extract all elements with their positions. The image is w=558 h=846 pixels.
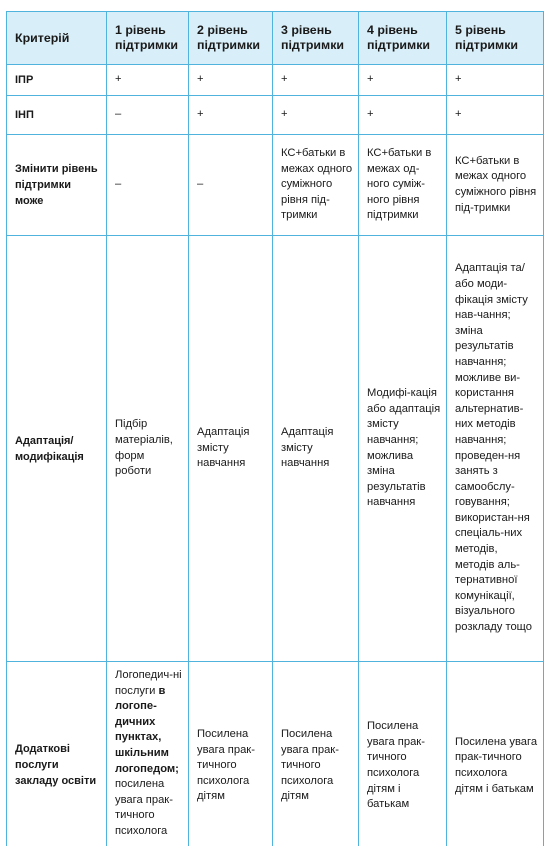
- cell-change-level-2: –: [189, 135, 273, 236]
- cell-adaptation-level-1: Підбір матеріалів, форм роботи: [107, 236, 189, 662]
- extra-level-1-text-c: посилена увага прак-тичного психолога: [115, 778, 173, 837]
- row-label-adaptation: Адаптація/ модифікація: [7, 236, 107, 662]
- cell-extra-level-5: Посилена увага прак-тичного психолога дітям і батькам: [447, 662, 544, 846]
- cell-ipr-level-3: +: [273, 65, 359, 96]
- cell-adaptation-level-4: Модифі-кація або адаптація змісту навчання; можлива зміна результатів навчання: [359, 236, 447, 662]
- cell-adaptation-level-5: Адаптація та/або моди-фікація змісту нав-чання; зміна результатів навчання; можливе ви-користання альтернатив-них методів навчання; проведен-ня занять з самообслу-говування; використан-ня спеціаль-них методів, методів аль-тернативної комунікації, візуального розкладу тощо: [447, 236, 544, 662]
- cell-ipr-level-5: +: [447, 65, 544, 96]
- header-level-5: 5 рівень підтримки: [447, 12, 544, 65]
- row-label-extra-services: Додаткові послуги закладу освіти: [7, 662, 107, 846]
- header-level-4: 4 рівень підтримки: [359, 12, 447, 65]
- header-level-1: 1 рівень підтримки: [107, 12, 189, 65]
- cell-change-level-3: КС+батьки в межах одного суміжного рівня під-тримки: [273, 135, 359, 236]
- table-row-ipr: [7, 65, 544, 96]
- table-header-row: [7, 12, 544, 65]
- cell-change-level-5: КС+батьки в межах одного суміжного рівня під-тримки: [447, 135, 544, 236]
- cell-change-level-1: –: [107, 135, 189, 236]
- cell-inp-level-2: +: [189, 96, 273, 135]
- cell-inp-level-4: +: [359, 96, 447, 135]
- cell-adaptation-level-2: Адаптація змісту навчання: [189, 236, 273, 662]
- table-row-change-level: [7, 135, 544, 236]
- support-levels-table: [6, 11, 544, 846]
- table-row-adaptation: [7, 236, 544, 662]
- cell-ipr-level-2: +: [189, 65, 273, 96]
- row-label-change-level: Змінити рівень підтримки може: [7, 135, 107, 236]
- table-row-extra-services: [7, 662, 544, 846]
- row-label-inp: ІНП: [7, 96, 107, 135]
- table-row-inp: [7, 96, 544, 135]
- row-label-ipr: ІПР: [7, 65, 107, 96]
- cell-extra-level-2: Посилена увага прак-тичного психолога дітям: [189, 662, 273, 846]
- cell-extra-level-4: Посилена увага прак-тичного психолога дітям і батькам: [359, 662, 447, 846]
- cell-inp-level-1: –: [107, 96, 189, 135]
- cell-ipr-level-4: +: [359, 65, 447, 96]
- header-criteria: Критерій: [7, 12, 107, 65]
- cell-inp-level-5: +: [447, 96, 544, 135]
- header-level-2: 2 рівень підтримки: [189, 12, 273, 65]
- cell-extra-level-1: [107, 662, 189, 846]
- cell-extra-level-3: Посилена увага прак-тичного психолога дітям: [273, 662, 359, 846]
- extra-level-1-text-a: Логопедич-ні послуги: [115, 669, 182, 697]
- header-level-3: 3 рівень підтримки: [273, 12, 359, 65]
- cell-change-level-4: КС+батьки в межах од-ного суміж-ного рівня підтримки: [359, 135, 447, 236]
- cell-ipr-level-1: +: [107, 65, 189, 96]
- cell-adaptation-level-3: Адаптація змісту навчання: [273, 236, 359, 662]
- extra-level-1-text-b: в логопе-дичних пунктах, шкільним логопедом;: [115, 684, 179, 775]
- cell-inp-level-3: +: [273, 96, 359, 135]
